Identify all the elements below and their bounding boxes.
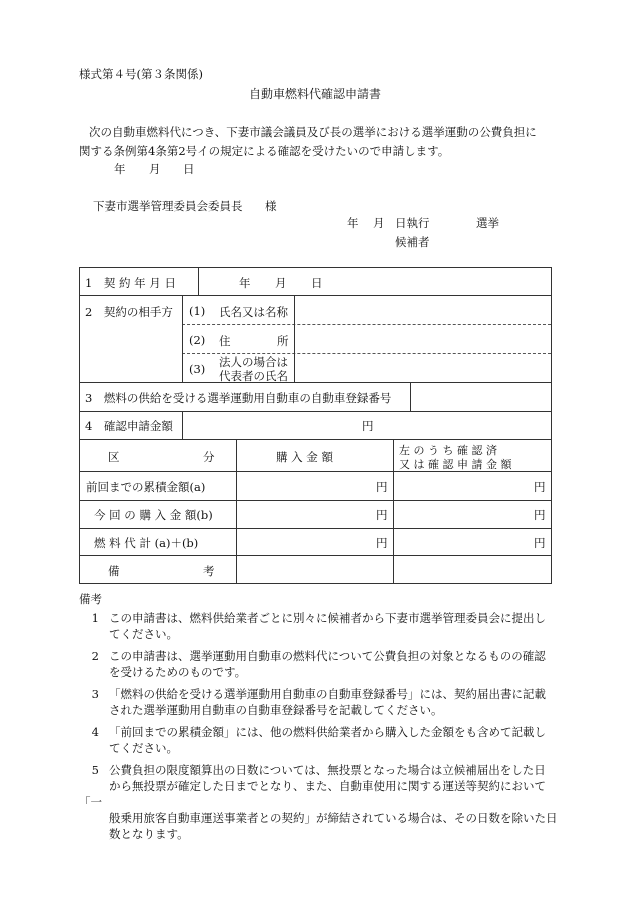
current-purchase-label: 今 回 の 購 入 金 額(b): [94, 508, 213, 522]
date-day: 日: [183, 162, 195, 176]
partner-sub1-num: (1): [189, 304, 206, 318]
fuel-total-unit-3: 円: [534, 536, 546, 550]
partner-sub2-num: (2): [189, 333, 206, 347]
partner-sub3-num: (3): [189, 362, 206, 376]
note-number: 1: [91, 611, 99, 625]
note-text: 「前回までの累積金額」には、他の燃料供給業者から購入した金額をも含めて記載し: [109, 725, 546, 739]
cumulative-amount-label: 前回までの累積金額(a): [86, 480, 206, 494]
note-item: [79, 648, 559, 680]
fuel-total-unit-2: 円: [376, 536, 388, 550]
note-text: 般乗用旅客自動車運送事業者との契約」が締結されている場合は、その日数を除いた日: [109, 811, 558, 825]
cumulative-amount-unit-2: 円: [376, 480, 388, 494]
requested-amount-unit: 円: [362, 419, 374, 433]
partner-address-label-a: 住: [219, 334, 231, 348]
document-title: 自動車燃料代確認申請書: [249, 87, 382, 101]
recipient: 下妻市選挙管理委員会委員長: [93, 199, 243, 213]
partner-rep-label-b: 代表者の氏名: [219, 369, 288, 383]
note-number: 4: [91, 725, 99, 739]
election-month: 月: [373, 216, 385, 230]
contract-partner-label: 2 契約の相手方: [85, 305, 173, 319]
form-number: 様式第４号(第３条関係): [79, 67, 203, 81]
current-purchase-unit-3: 円: [534, 508, 546, 522]
date-month: 月: [149, 162, 161, 176]
note-item: [79, 610, 559, 642]
note-text: 「燃料の供給を受ける選挙運動用自動車の自動車登録番号」には、契約届出書に記載: [109, 687, 546, 701]
recipient-honorific: 様: [265, 199, 277, 213]
note-item: [79, 724, 559, 756]
vehicle-registration-label: 3 燃料の供給を受ける選挙運動用自動車の自動車登録番号: [85, 391, 392, 405]
partner-rep-label-a: 法人の場合は: [219, 355, 288, 369]
header-category-b: 分: [203, 450, 215, 464]
intro-line-1: 次の自動車燃料代につき、下妻市議会議員及び長の選挙における選挙運動の公費負担に: [89, 125, 537, 139]
election-year: 年: [347, 216, 359, 230]
note-text: てください。: [109, 741, 178, 755]
contract-date-day: 日: [311, 276, 323, 290]
intro-line-2: 関する条例第4条第2号イの規定による確認を受けたいので申請します。: [79, 144, 450, 158]
election-day-held: 日執行: [395, 216, 430, 230]
note-number: 5: [91, 763, 99, 777]
contract-date-month: 月: [275, 276, 287, 290]
fuel-total-label: 燃 料 代 計 (a)＋(b): [94, 536, 199, 550]
header-category-a: 区: [108, 450, 120, 464]
header-confirmed-b: 又 は 確 認 申 請 金 額: [399, 458, 512, 471]
remarks-label-a: 備: [108, 564, 120, 578]
election-label: 選挙: [476, 216, 499, 230]
note-item: [79, 686, 559, 718]
partner-name-label: 氏名又は名称: [219, 305, 288, 319]
note-text: 公費負担の限度額算出の日数については、無投票となった場合は立候補届出をした日: [109, 763, 546, 777]
note-text: から無投票が確定した日までとなり、また、自動車使用に関する運送等契約において「一: [79, 779, 546, 809]
note-item: [79, 762, 559, 842]
note-text: この申請書は、燃料供給業者ごとに別々に候補者から下妻市選挙管理委員会に提出し: [109, 611, 546, 625]
header-purchase-amount: 購 入 金 額: [276, 450, 333, 464]
note-number: 2: [91, 649, 99, 663]
notes-heading: 備考: [79, 592, 102, 606]
notes-list: [79, 610, 559, 842]
header-confirmed-a: 左 の う ち 確 認 済: [399, 444, 497, 457]
current-purchase-unit-2: 円: [376, 508, 388, 522]
contract-date-year: 年: [239, 276, 251, 290]
note-text: この申請書は、選挙運動用自動車の燃料代について公費負担の対象となるものの確認: [109, 649, 546, 663]
note-number: 3: [91, 687, 99, 701]
cumulative-amount-unit-3: 円: [534, 480, 546, 494]
requested-amount-label: 4 確認申請金額: [85, 419, 173, 433]
note-text: を受けるためのものです。: [109, 665, 247, 679]
candidate-label: 候補者: [395, 235, 430, 249]
remarks-label-b: 考: [203, 564, 215, 578]
note-text: てください。: [109, 627, 178, 641]
note-text: された選挙運動用自動車の自動車登録番号を記載してください。: [109, 703, 443, 717]
date-year: 年: [114, 162, 126, 176]
contract-date-label: 1 契 約 年 月 日: [85, 276, 176, 290]
partner-address-label-b: 所: [277, 334, 289, 348]
application-form-table: [79, 267, 552, 584]
note-text: 数となります。: [109, 827, 189, 841]
